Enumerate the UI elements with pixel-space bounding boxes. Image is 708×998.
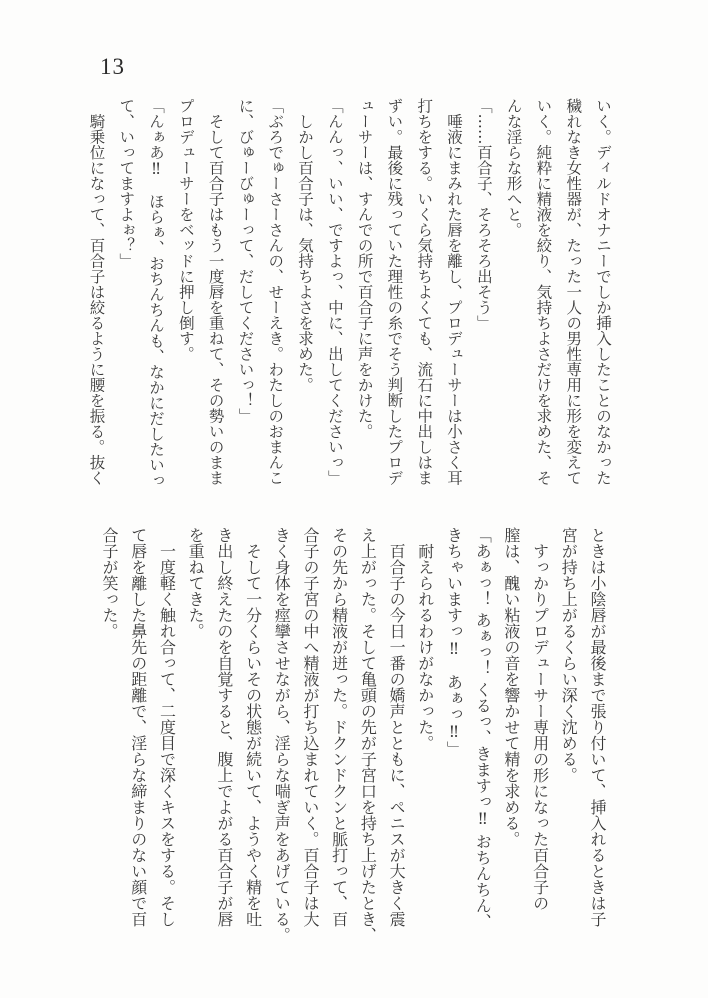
text-line: 騎乗位になって、百合子は絞るように腰を振る。抜く	[87, 98, 106, 486]
text-line: 百合子の今日一番の嬌声とともに、ペニスが大きく震	[387, 527, 407, 927]
text-line: 打ちをする。いくら気持ちよくても、流石に中出しはま	[415, 98, 434, 486]
text-line: きく身体を痙攣させながら、淫らな喘ぎ声をあげている。	[272, 527, 292, 943]
text-line: 「……百合子、そろそろ出そう」	[474, 98, 493, 331]
text-line: その先から精液が迸った。ドクンドクンと脈打って、百	[329, 527, 349, 927]
text-line: 耐えられるわけがなかった。	[415, 527, 435, 751]
text-line: 「ぶろでゅーさーさんの、せーえき。わたしのおまんこ	[266, 98, 285, 486]
text-line: いく。純粋に精液を絞り、気持ちよさだけを求めた、そ	[534, 98, 553, 486]
text-line: すっかりプロデューサー専用の形になった百合子の	[530, 527, 550, 911]
text-line: 一度軽く触れ合って、二度目で深くキスをする。そし	[157, 527, 177, 927]
text-line: き出し終えたのを自覚すると、腹上でよがる百合子が唇	[214, 527, 234, 927]
text-line: 膣は、醜い粘液の音を響かせて精を求める。	[501, 527, 521, 847]
text-line: 「んぁあ‼ ほらぁ、おちんちんも、なかにだしたいっ	[147, 98, 166, 488]
text-line: ときは小陰唇が最後まで張り付いて、挿入れるときは子	[588, 527, 607, 927]
text-line: 合子の子宮の中へ精液が打ち込まれていく。百合子は大	[300, 527, 320, 927]
text-line: ューサーは、すんでの所で百合子に声をかけた。	[355, 98, 374, 439]
text-line: 「あぁっ！ あぁっ！ くるっ、きますっ‼ おちんちん、	[473, 527, 493, 930]
text-line: て唇を離した鼻先の距離で、淫らな締まりのない顔で百	[128, 527, 148, 927]
text-line: きちゃいますっ‼ あぁっ‼」	[444, 527, 464, 757]
text-line: いく。ディルドオナニーでしか挿入したことのなかった	[594, 98, 612, 486]
page-number: 13	[100, 54, 125, 79]
text-line: 宮が持ち上がるくらい深く沈める。	[559, 527, 579, 783]
text-line: そして一分くらいその状態が続いて、ようやく精を吐	[243, 527, 263, 927]
text-line: 合子が笑った。	[100, 527, 120, 639]
text-line: ずい。最後に残っていた理性の糸でそう判断したプロデ	[385, 98, 404, 486]
text-block-top	[81, 98, 617, 486]
text-line: そして百合子はもう一度唇を重ねて、その勢いのまま	[206, 98, 225, 486]
text-line: プロデューサーをベッドに押し倒す。	[176, 98, 195, 362]
text-line: て、いってますよぉ？」	[117, 98, 136, 269]
text-line: 唾液にまみれた唇を離し、プロデューサーは小さく耳	[445, 98, 464, 486]
text-line: え上がった。そして亀頭の先が子宮口を持ち上げたとき、	[358, 527, 378, 943]
text-line: しかし百合子は、気持ちよさを求めた。	[296, 98, 315, 393]
text-line: んな淫らな形へと。	[504, 98, 523, 238]
text-line: 穢れなき女性器が、たった一人の男性専用に形を変えて	[564, 98, 583, 486]
text-line: 「んんっ、いい、ですよっ、中に、出してくださいっ」	[325, 98, 344, 486]
text-block-bottom	[95, 527, 611, 943]
text-line: を重ねてきた。	[186, 527, 206, 639]
text-line: に、びゅーびゅーって、だしてくださいっ！」	[236, 98, 255, 424]
